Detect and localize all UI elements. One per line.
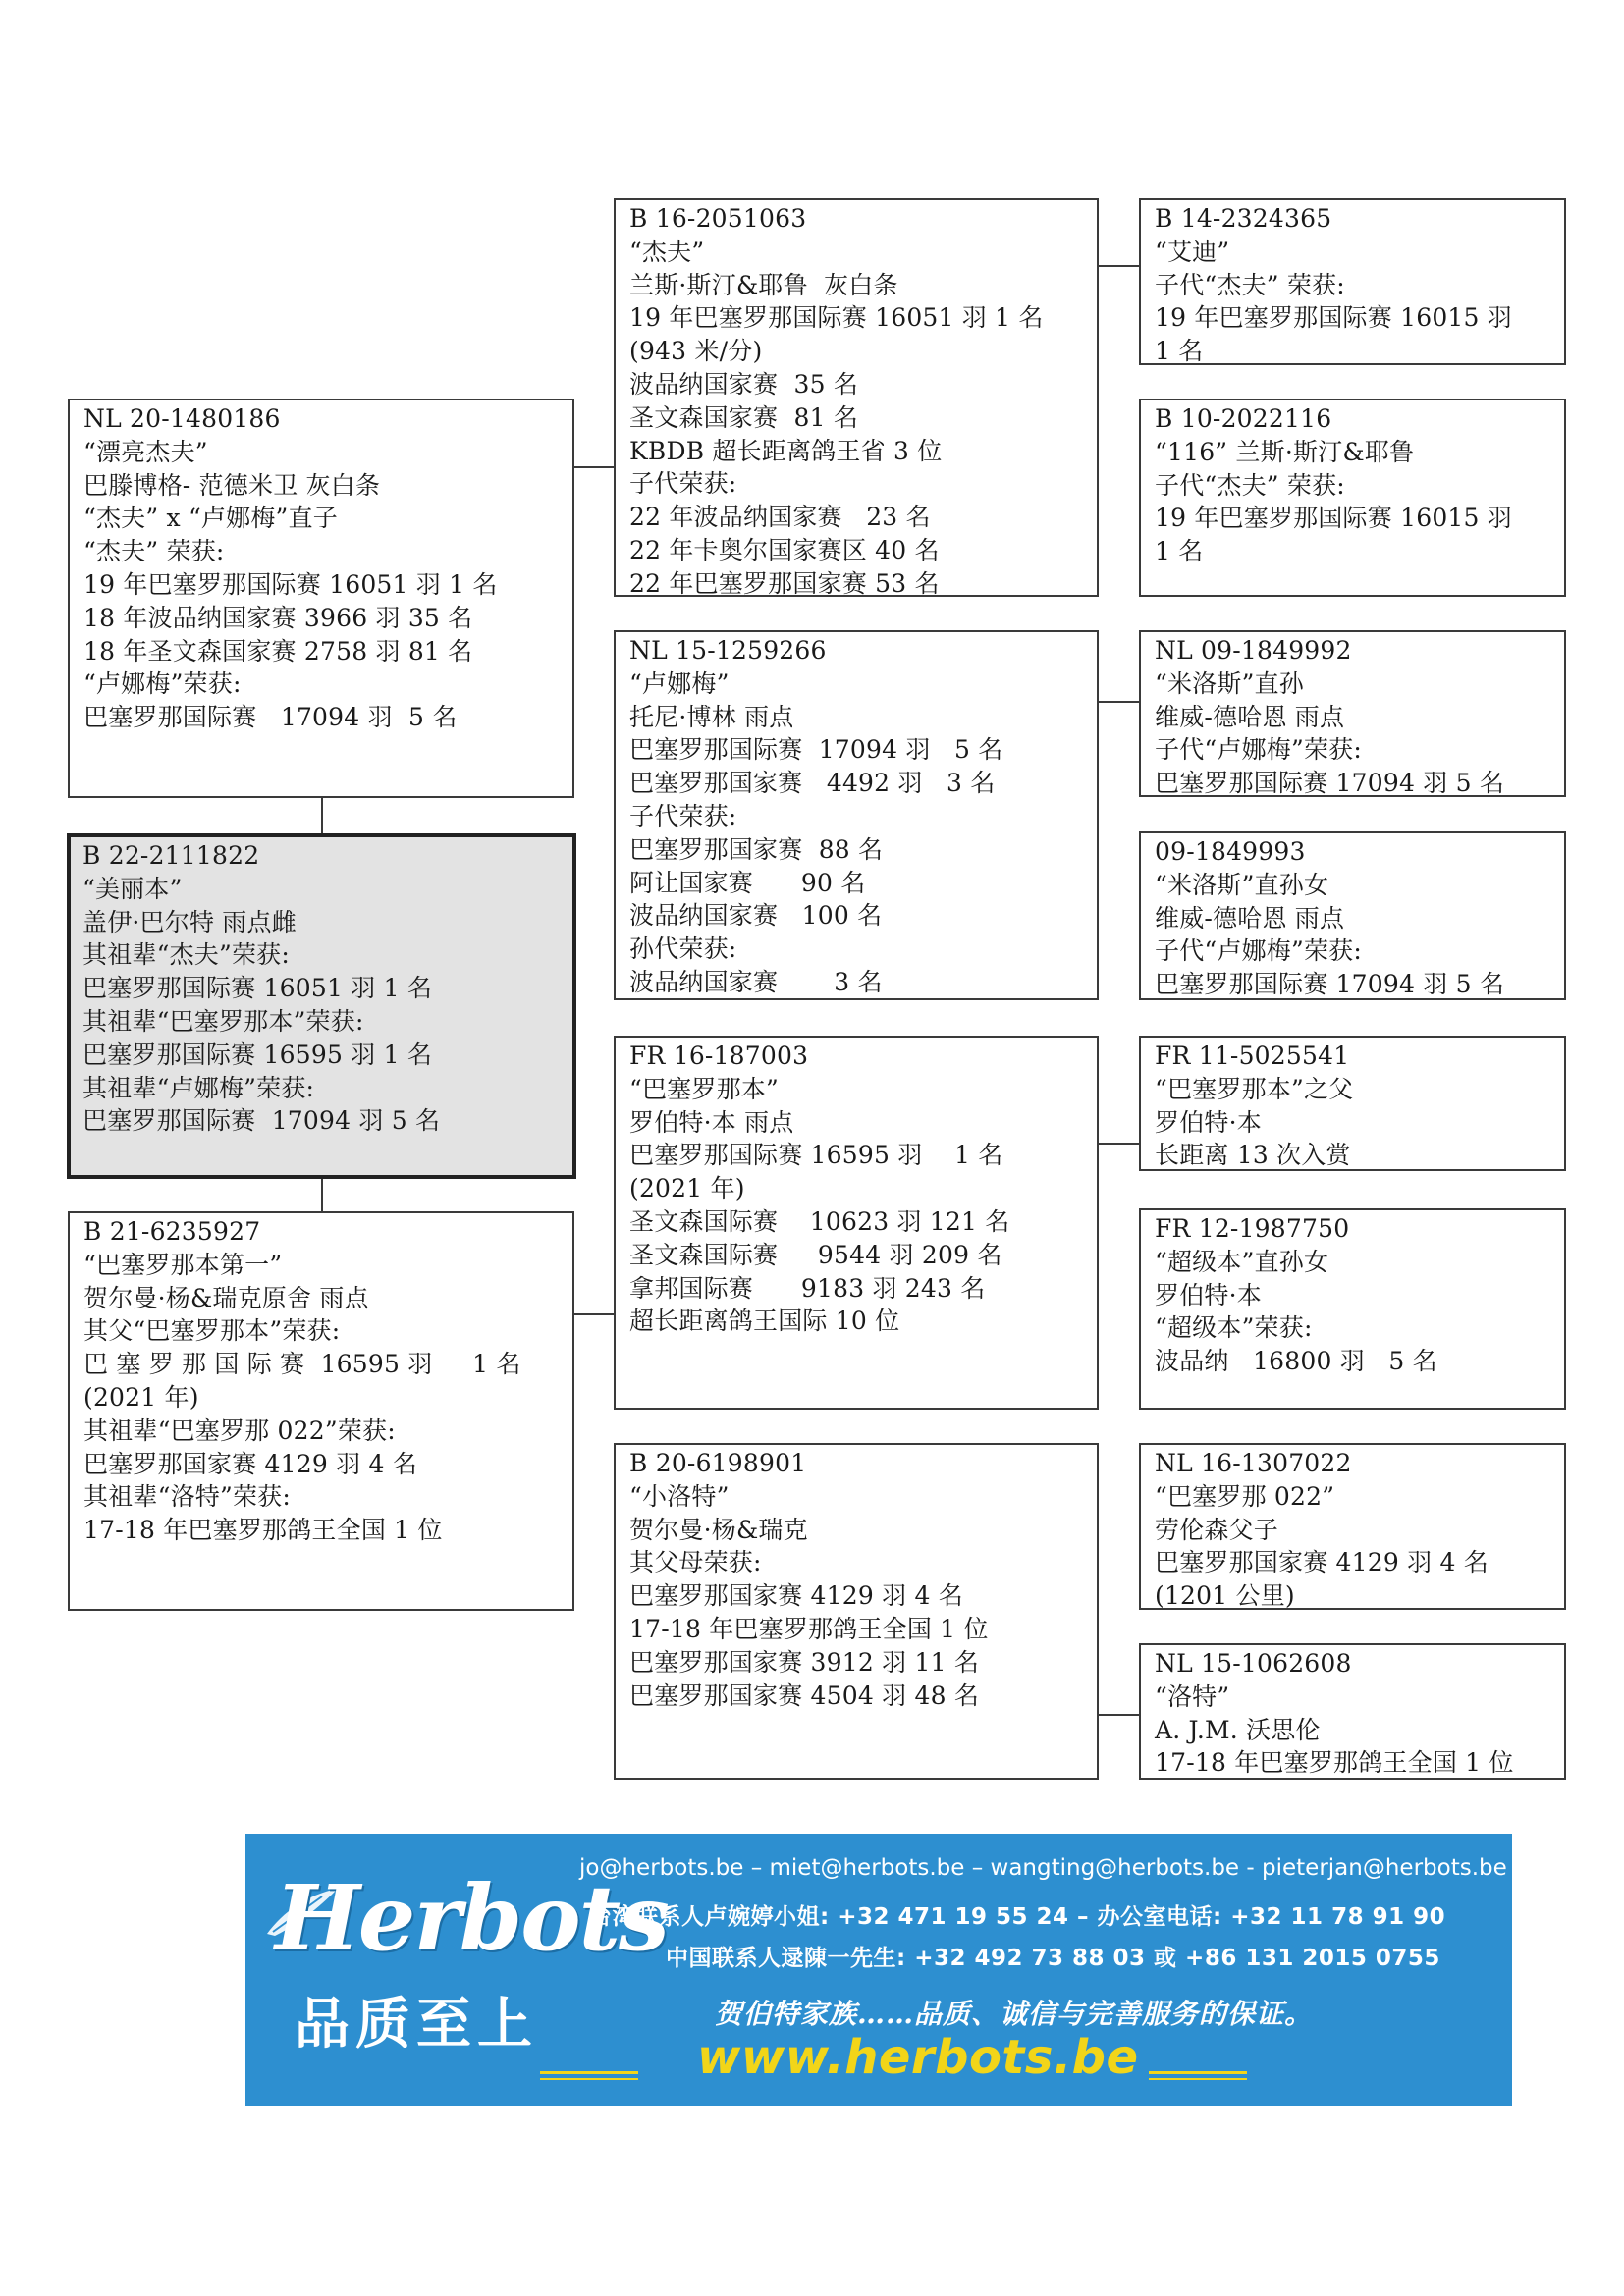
sdd-name: “米洛斯”直孙女: [1155, 870, 1329, 899]
subject-card: [67, 833, 576, 1179]
sd-line: 巴塞罗那国际赛 17094 羽 5 名: [629, 735, 1003, 765]
sds-line: 巴塞罗那国际赛 17094 羽 5 名: [1155, 769, 1505, 797]
ss-line: 波品纳国家赛 35 名: [629, 369, 859, 399]
dd-line: 巴塞罗那国家赛 4504 羽 48 名: [629, 1681, 980, 1710]
sire-dam-card: [614, 630, 1099, 1000]
sd-ring-number: NL 15-1259266: [629, 636, 827, 665]
connector: [1099, 701, 1139, 703]
ss-name: “杰夫”: [629, 237, 705, 266]
sss-line: 子代“杰夫” 荣获:: [1155, 270, 1345, 299]
banner-slogan: 品质至上: [295, 1993, 538, 2056]
dd-line: 17-18 年巴塞罗那鸽王全国 1 位: [629, 1614, 989, 1643]
dsd-line: 波品纳 16800 羽 5 名: [1155, 1347, 1437, 1376]
dsd-card: [1139, 1208, 1566, 1410]
sire-line: “杰夫” x “卢娜梅”直子: [83, 504, 338, 533]
dam-ring-number: B 21-6235927: [83, 1217, 261, 1246]
dam-line: 其父“巴塞罗那本”荣获:: [83, 1316, 341, 1346]
email-contacts[interactable]: jo@herbots.be – miet@herbots.be – wangting@herbots.be - pieterjan@herbots.be: [579, 1855, 1507, 1881]
sd-name: “卢娜梅”: [629, 668, 730, 698]
ddd-line: 17-18 年巴塞罗那鸽王全国 1 位: [1155, 1748, 1514, 1778]
dd-ring-number: B 20-6198901: [629, 1449, 807, 1477]
sds-line: 子代“卢娜梅”荣获:: [1155, 735, 1362, 765]
dds-line: (1201 公里): [1155, 1581, 1295, 1610]
dd-line: 巴塞罗那国家赛 4129 羽 4 名: [629, 1581, 963, 1611]
ds-line: 圣文森国际赛 10623 羽 121 名: [629, 1206, 1010, 1236]
dss-card: [1139, 1036, 1566, 1171]
ddd-card: [1139, 1643, 1566, 1780]
sd-line: 巴塞罗那国家赛 88 名: [629, 834, 884, 864]
ds-line: 圣文森国际赛 9544 羽 209 名: [629, 1240, 1002, 1269]
sds-name: “米洛斯”直孙: [1155, 668, 1304, 698]
subject-ring-number: B 22-2111822: [82, 841, 260, 870]
sire-ring-number: NL 20-1480186: [83, 404, 281, 433]
subject-line: 巴塞罗那国际赛 17094 羽 5 名: [82, 1106, 441, 1136]
sd-line: 托尼·博林 雨点: [629, 702, 794, 731]
banner-tagline: 贺伯特家族……品质、诚信与完善服务的保证。: [715, 1998, 1314, 2030]
sire-card: [68, 399, 574, 798]
website-link[interactable]: www.herbots.be: [697, 2030, 1139, 2085]
sd-line: 子代荣获:: [629, 801, 737, 830]
sds-ring-number: NL 09-1849992: [1155, 636, 1352, 665]
herbots-logo: Herbots: [275, 1865, 668, 1971]
connector: [1099, 1143, 1139, 1145]
sdd-line: 巴塞罗那国际赛 17094 羽 5 名: [1155, 970, 1505, 999]
connector: [574, 466, 614, 468]
dsd-ring-number: FR 12-1987750: [1155, 1214, 1350, 1243]
ssd-line: 1 名: [1155, 537, 1204, 566]
ds-ring-number: FR 16-187003: [629, 1041, 809, 1070]
ssd-ring-number: B 10-2022116: [1155, 404, 1332, 433]
sds-line: 维威-德哈恩 雨点: [1155, 702, 1345, 731]
dam-line: 贺尔曼·杨&瑞克原舍 雨点: [83, 1283, 369, 1312]
ss-line: 22 年波品纳国家赛 23 名: [629, 503, 931, 532]
sss-card: [1139, 198, 1566, 365]
sss-line: 19 年巴塞罗那国际赛 16015 羽: [1155, 303, 1512, 333]
ssd-card: [1139, 399, 1566, 597]
sd-line: 波品纳国家赛 3 名: [629, 967, 883, 996]
ss-line: KBDB 超长距离鸽王省 3 位: [629, 436, 943, 465]
dam-line: 巴 塞 罗 那 国 际 赛 16595 羽 1 名: [83, 1350, 521, 1379]
sire-name: “漂亮杰夫”: [83, 437, 208, 466]
sire-line: “卢娜梅”荣获:: [83, 669, 242, 699]
ssd-name: “116” 兰斯·斯汀&耶鲁: [1155, 437, 1415, 466]
connector: [1099, 1714, 1139, 1716]
sss-line: 1 名: [1155, 337, 1204, 365]
dd-name: “小洛特”: [629, 1481, 730, 1511]
herbots-banner: [245, 1834, 1512, 2106]
china-contact: 中国联系人逯陳一先生: +32 492 73 88 03 或 +86 131 2015 0755: [666, 1946, 1440, 1971]
subject-line: 其祖辈“巴塞罗那本”荣获:: [82, 1006, 364, 1036]
ds-line: 拿邦国际赛 9183 羽 243 名: [629, 1273, 986, 1303]
connector: [1099, 265, 1139, 267]
ds-line: 巴塞罗那国际赛 16595 羽 1 名: [629, 1141, 1003, 1170]
subject-line: 其祖辈“杰夫”荣获:: [82, 940, 290, 970]
ds-line: (2021 年): [629, 1174, 745, 1203]
connector: [321, 798, 323, 833]
dsd-line: “超级本”荣获:: [1155, 1313, 1313, 1343]
sire-line: 19 年巴塞罗那国际赛 16051 羽 1 名: [83, 569, 498, 599]
sdd-line: 维威-德哈恩 雨点: [1155, 903, 1345, 933]
ss-line: 22 年巴塞罗那国家赛 53 名: [629, 568, 940, 597]
dss-ring-number: FR 11-5025541: [1155, 1041, 1350, 1070]
decorative-line: [540, 2078, 638, 2080]
sds-card: [1139, 630, 1566, 797]
dam-sire-card: [614, 1036, 1099, 1410]
dam-line: 其祖辈“洛特”荣获:: [83, 1482, 291, 1512]
sire-line: 巴滕博格- 范德米卫 灰白条: [83, 470, 381, 500]
sd-line: 阿让国家赛 90 名: [629, 868, 866, 897]
sdd-line: 子代“卢娜梅”荣获:: [1155, 936, 1362, 966]
sire-line: 18 年圣文森国家赛 2758 羽 81 名: [83, 636, 473, 666]
sd-line: 孙代荣获:: [629, 934, 737, 964]
dam-card: [68, 1211, 574, 1611]
ds-name: “巴塞罗那本”: [629, 1074, 779, 1103]
dam-line: 17-18 年巴塞罗那鸽王全国 1 位: [83, 1516, 443, 1545]
dd-line: 贺尔曼·杨&瑞克: [629, 1515, 808, 1544]
sire-line: 18 年波品纳国家赛 3966 羽 35 名: [83, 603, 473, 632]
ss-ring-number: B 16-2051063: [629, 204, 807, 233]
dds-name: “巴塞罗那 022”: [1155, 1481, 1335, 1511]
subject-line: 其祖辈“卢娜梅”荣获:: [82, 1073, 315, 1102]
dam-dam-card: [614, 1443, 1099, 1780]
ds-line: 超长距离鸽王国际 10 位: [629, 1307, 900, 1336]
decorative-line: [1149, 2078, 1247, 2080]
taiwan-contact: 台湾联系人卢婉婷小姐: +32 471 19 55 24 – 办公室电话: +32 11 78 91 90: [589, 1904, 1446, 1930]
sd-line: 波品纳国家赛 100 名: [629, 901, 883, 931]
sire-sire-card: [614, 198, 1099, 597]
dam-line: 巴塞罗那国家赛 4129 羽 4 名: [83, 1449, 417, 1478]
dsd-line: 罗伯特·本: [1155, 1280, 1262, 1309]
connector: [321, 1179, 323, 1211]
dss-name: “巴塞罗那本”之父: [1155, 1074, 1354, 1103]
subject-name: “美丽本”: [82, 874, 183, 903]
sdd-card: [1139, 831, 1566, 1000]
sdd-ring-number: 09-1849993: [1155, 837, 1306, 866]
ss-line: (943 米/分): [629, 337, 763, 366]
decorative-line: [1149, 2071, 1247, 2074]
sire-line: 巴塞罗那国际赛 17094 羽 5 名: [83, 703, 458, 732]
ddd-name: “洛特”: [1155, 1682, 1230, 1711]
dam-line: (2021 年): [83, 1382, 199, 1412]
dds-ring-number: NL 16-1307022: [1155, 1449, 1352, 1477]
sire-line: “杰夫” 荣获:: [83, 537, 225, 566]
connector: [574, 1313, 614, 1315]
ssd-line: 19 年巴塞罗那国际赛 16015 羽: [1155, 504, 1512, 533]
dd-line: 巴塞罗那国家赛 3912 羽 11 名: [629, 1647, 980, 1677]
sss-name: “艾迪”: [1155, 237, 1230, 266]
ds-line: 罗伯特·本 雨点: [629, 1107, 794, 1137]
ss-line: 圣文森国家赛 81 名: [629, 402, 859, 432]
dd-line: 其父母荣获:: [629, 1548, 762, 1577]
ddd-line: A. J.M. 沃思伦: [1155, 1715, 1321, 1744]
sd-line: 巴塞罗那国家赛 4492 羽 3 名: [629, 769, 996, 798]
dds-line: 巴塞罗那国家赛 4129 羽 4 名: [1155, 1548, 1489, 1577]
subject-line: 巴塞罗那国际赛 16051 羽 1 名: [82, 974, 433, 1003]
dds-card: [1139, 1443, 1566, 1610]
subject-line: 盖伊·巴尔特 雨点雌: [82, 907, 297, 936]
dam-line: 其祖辈“巴塞罗那 022”荣获:: [83, 1415, 396, 1445]
dss-line: 罗伯特·本: [1155, 1107, 1262, 1137]
ssd-line: 子代“杰夫” 荣获:: [1155, 470, 1345, 500]
ss-line: 19 年巴塞罗那国际赛 16051 羽 1 名: [629, 303, 1044, 333]
ddd-ring-number: NL 15-1062608: [1155, 1649, 1352, 1678]
ss-line: 子代荣获:: [629, 469, 737, 499]
dam-name: “巴塞罗那本第一”: [83, 1250, 283, 1279]
dsd-name: “超级本”直孙女: [1155, 1247, 1329, 1276]
ss-line: 22 年卡奥尔国家赛区 40 名: [629, 535, 940, 564]
dss-line: 长距离 13 次入赏: [1155, 1141, 1351, 1170]
dds-line: 劳伦森父子: [1155, 1515, 1279, 1544]
sss-ring-number: B 14-2324365: [1155, 204, 1332, 233]
subject-line: 巴塞罗那国际赛 16595 羽 1 名: [82, 1040, 433, 1069]
decorative-line: [540, 2071, 638, 2074]
ss-line: 兰斯·斯汀&耶鲁 灰白条: [629, 270, 898, 299]
